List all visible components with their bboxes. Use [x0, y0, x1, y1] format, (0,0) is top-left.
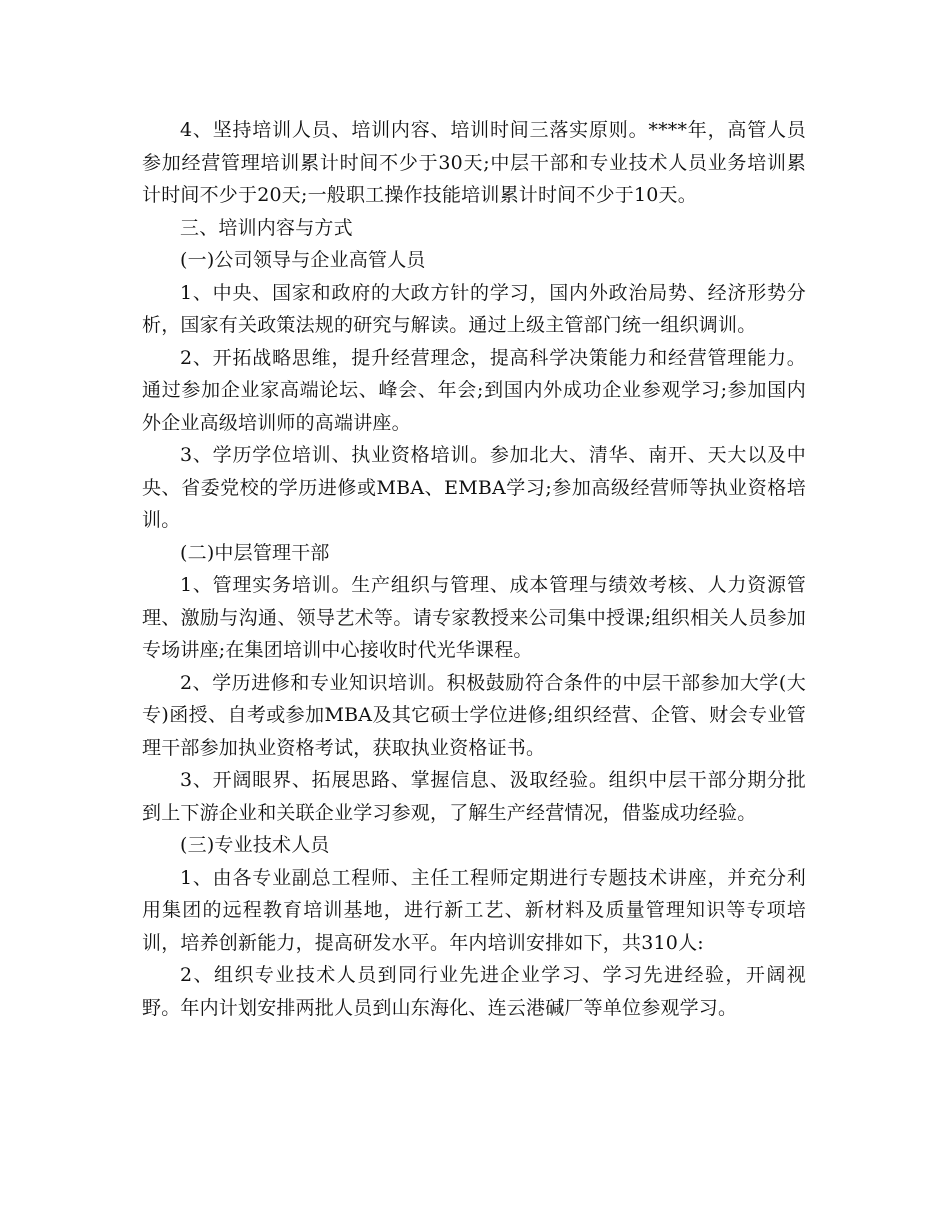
paragraph-technical-staff-1: 1、由各专业副总工程师、主任工程师定期进行专题技术讲座，并充分利用集团的远程教育培训基地，进行新工艺、新材料及质量管理知识等专项培训，培养创新能力，提高研发水平。年内培训安排如下，共310人:: [142, 866, 806, 954]
paragraph-middle-managers-2: 2、学历进修和专业知识培训。积极鼓励符合条件的中层干部参加大学(大专)函授、自考或参加MBA及其它硕士学位进修;组织经营、企管、财会专业管理干部参加执业资格考试，获取执业资格证书。: [142, 671, 806, 759]
subsection-heading-2: (二)中层管理干部: [180, 541, 330, 564]
paragraph-middle-managers-3: 3、开阔眼界、拓展思路、掌握信息、汲取经验。组织中层干部分期分批到上下游企业和关联企业学习参观，了解生产经营情况，借鉴成功经验。: [142, 769, 806, 824]
paragraph-executives-3: 3、学历学位培训、执业资格培训。参加北大、清华、南开、天大以及中央、省委党校的学历进修或MBA、EMBA学习;参加高级经营师等执业资格培训。: [142, 444, 806, 531]
subsection-heading-1: (一)公司领导与企业高管人员: [180, 249, 426, 271]
subsection-heading-3: (三)专业技术人员: [180, 834, 330, 856]
document-body: [142, 114, 806, 1024]
paragraph-middle-managers-1: 1、管理实务培训。生产组织与管理、成本管理与绩效考核、人力资源管理、激励与沟通、领导艺术等。请专家教授来公司集中授课;组织相关人员参加专场讲座;在集团培训中心接收时代光华课程。: [142, 574, 806, 661]
paragraph-technical-staff-2: 2、组织专业技术人员到同行业先进企业学习、学习先进经验，开阔视野。年内计划安排两批人员到山东海化、连云港碱厂等单位参观学习。: [142, 964, 806, 1019]
paragraph-executives-1: 1、中央、国家和政府的大政方针的学习，国内外政治局势、经济形势分析，国家有关政策法规的研究与解读。通过上级主管部门统一组织调训。: [142, 281, 806, 336]
section-heading-3: 三、培训内容与方式: [180, 216, 353, 239]
paragraph-executives-2: 2、开拓战略思维，提升经营理念，提高科学决策能力和经营管理能力。通过参加企业家高端论坛、峰会、年会;到国内外成功企业参观学习;参加国内外企业高级培训师的高端讲座。: [142, 346, 806, 434]
paragraph-item-4: 4、坚持培训人员、培训内容、培训时间三落实原则。****年，高管人员参加经营管理培训累计时间不少于30天;中层干部和专业技术人员业务培训累计时间不少于20天;一般职工操作技能培训累计时间不少于10天。: [142, 119, 806, 206]
